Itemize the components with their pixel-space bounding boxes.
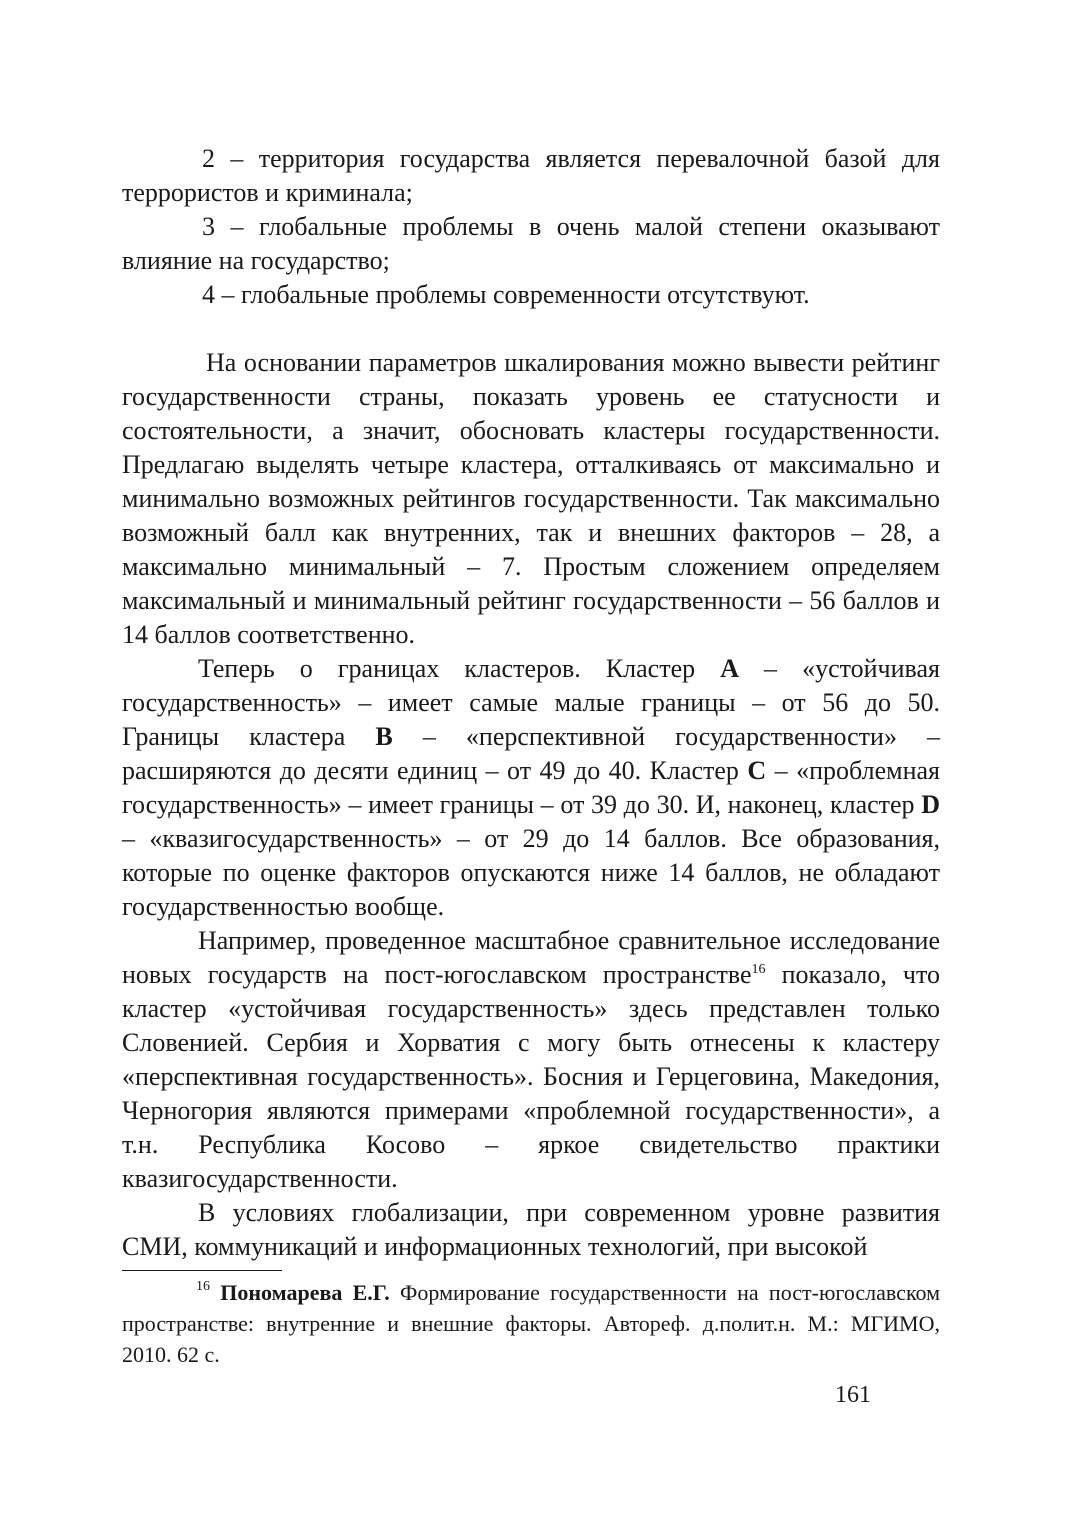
paragraph-scaling-rating: На основании параметров шкалирования можно вывести рейтинг государственности страны, показать уровень ее статусности и состоятельности, а значит, обосновать кластеры государственности. Предлагаю выделять четыре кластера, отталкиваясь от максимально и минимально возможных рейтингов государственности. Так максимально возможный балл как внутренних, так и внешних факторов – 28, а максимально минимальный – 7. Простым сложением определяем максимальный и минимальный рейтинг государственности – 56 баллов и 14 баллов соответственно. <box>122 348 940 649</box>
cluster-label-c: C <box>747 756 767 785</box>
paragraph-yugoslav-example <box>122 924 940 1196</box>
text-run: Теперь о границах кластеров. Кластер <box>198 654 721 683</box>
cluster-label-b: B <box>375 722 393 751</box>
paragraph-globalization: В условиях глобализации, при современном уровне развития СМИ, коммуникаций и информационных технологий, при высокой <box>122 1198 940 1261</box>
footnote-author: Пономарева Е.Г. <box>220 1280 390 1305</box>
text-run: – «квазигосударственность» – от 29 до 14 баллов. Все образования, которые по оценке факторов опускаются ниже 14 баллов, не обладают государственностью вообще. <box>122 824 940 921</box>
list-item: 2 – территория государства является перевалочной базой для террористов и криминала; <box>122 144 940 207</box>
list-item: 3 – глобальные проблемы в очень малой степени оказывают влияние на государство; <box>122 212 940 275</box>
page-number: 161 <box>835 1382 871 1408</box>
footnote-reference[interactable]: 16 <box>751 962 766 977</box>
text-run: Например, проведенное масштабное сравнительное исследование новых государств на пост-югославском пространстве <box>122 926 940 989</box>
footnote-mark: 16 <box>196 1279 210 1294</box>
cluster-label-a: A <box>720 654 739 683</box>
paragraph-cluster-boundaries <box>122 652 940 924</box>
footnote-divider <box>122 1270 282 1271</box>
text-run: – «перспективной государственности» – расширяются до десяти единиц – от 49 до 40. Кластер <box>122 722 941 785</box>
text-run: показало, что кластер «устойчивая государственность» здесь представлен только Словенией. Сербия и Хорватия с могу быть отнесены к кластеру «перспективная государственность». Босния и Герцеговина, Македония, Черногория являются примерами «проблемной государственности», а т.н. Республика Косово – яркое свидетельство практики квазигосударственности. <box>122 960 940 1193</box>
page-body <box>122 142 940 1370</box>
text-run: – «проблемная государственность» – имеет границы – от 39 до 30. И, наконец, кластер <box>122 756 940 819</box>
footnote <box>122 1277 940 1370</box>
cluster-label-d: D <box>921 790 940 819</box>
text-run: – «устойчивая государственность» – имеет самые малые границы – от 56 до 50. Границы кластера <box>122 654 940 751</box>
list-item: 4 – глобальные проблемы современности отсутствуют. <box>202 280 810 309</box>
footnote-text: Формирование государственности на пост-югославском пространстве: внутренние и внешние факторы. Автореф. д.полит.н. М.: МГИМО, 2010. 62 с. <box>122 1280 941 1367</box>
